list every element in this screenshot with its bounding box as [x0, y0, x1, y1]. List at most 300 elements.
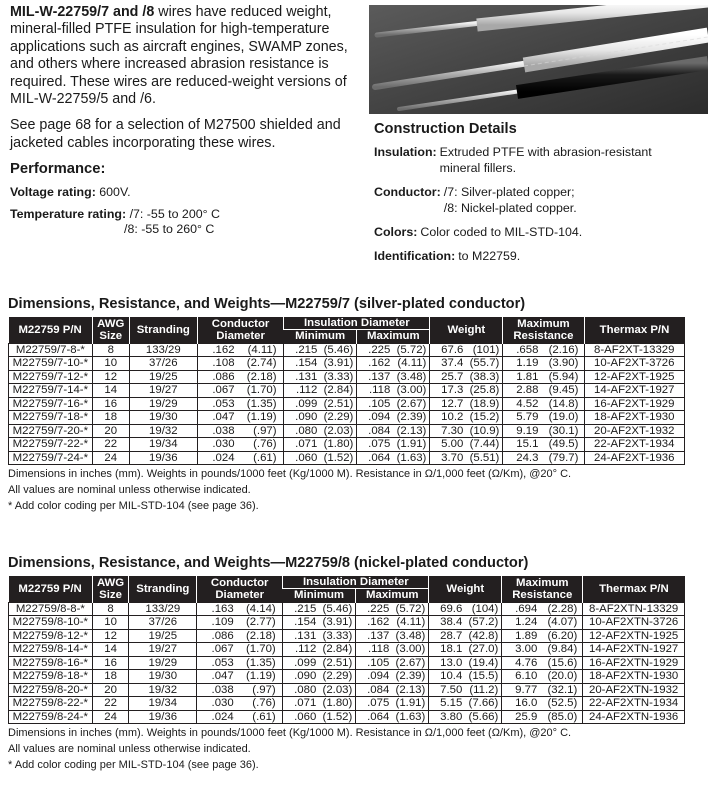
- cell-part-number: M22759/8-22-*: [9, 697, 93, 711]
- temperature-line-2: /8: -55 to 260° C: [124, 221, 215, 236]
- cell-insulation-minimum-value: .154: [295, 357, 318, 370]
- cell-thermax-pn: 24-AF2XTN-1936: [583, 710, 685, 724]
- cell-weight-metric: (25.8): [469, 384, 500, 397]
- cell-thermax-pn: 10-AF2XT-3726: [584, 357, 685, 371]
- cell-conductor-diameter-metric: (2.18): [246, 370, 277, 383]
- cell-resistance: [502, 710, 583, 724]
- cell-conductor-diameter-metric: (2.77): [245, 616, 276, 629]
- wire-illustration: [369, 5, 708, 114]
- cell-stranding: 133/29: [129, 343, 197, 357]
- cell-resistance: [503, 357, 584, 371]
- table-row: [9, 424, 685, 438]
- colors-label: Colors:: [374, 225, 418, 240]
- cell-conductor-diameter-value: .109: [211, 616, 234, 629]
- cell-weight-value: 7.50: [440, 683, 463, 696]
- cell-resistance: [502, 670, 583, 684]
- cell-insulation-minimum: [283, 616, 356, 630]
- cell-weight: [429, 670, 502, 684]
- cell-resistance-metric: (9.45): [548, 384, 579, 397]
- cell-insulation-maximum-value: .064: [368, 451, 391, 464]
- cell-insulation-minimum: [284, 384, 357, 398]
- cell-insulation-maximum: [356, 616, 429, 630]
- cell-resistance: [503, 397, 584, 411]
- insulation-value: Extruded PTFE with abrasion-resistant mineral fillers.: [439, 145, 652, 175]
- cell-resistance-value: 25.9: [515, 710, 538, 723]
- cell-insulation-maximum: [356, 683, 429, 697]
- table-row: [9, 438, 685, 452]
- intro-lead: MIL-W-22759/7 and /8: [10, 4, 155, 20]
- cell-resistance-metric: (14.8): [548, 397, 579, 410]
- cell-resistance: [502, 683, 583, 697]
- cell-conductor-diameter-value: .038: [212, 424, 235, 437]
- cell-insulation-maximum: [356, 643, 429, 657]
- intro-column: [10, 4, 355, 237]
- construction-identification: [374, 249, 719, 264]
- cell-part-number: M22759/7-14-*: [9, 384, 93, 398]
- cell-awg-size: 20: [92, 424, 129, 438]
- cell-weight: [429, 616, 502, 630]
- cell-insulation-minimum: [284, 397, 357, 411]
- cell-resistance-value: 2.88: [516, 384, 539, 397]
- cell-part-number: M22759/7-22-*: [9, 438, 93, 452]
- cell-insulation-minimum-value: .215: [294, 602, 317, 615]
- cell-weight-metric: (11.2): [469, 683, 499, 696]
- cell-resistance: [503, 424, 584, 438]
- cell-conductor-diameter-metric: (.76): [252, 697, 276, 710]
- cell-conductor-diameter: [197, 670, 283, 684]
- cell-stranding: 19/36: [129, 451, 197, 465]
- cell-insulation-minimum-metric: (2.29): [323, 411, 354, 424]
- cell-insulation-minimum: [284, 411, 357, 425]
- cell-insulation-minimum-metric: (1.52): [322, 710, 353, 723]
- cell-resistance: [502, 697, 583, 711]
- cell-insulation-maximum-metric: (1.91): [395, 697, 426, 710]
- cell-resistance-value: 15.1: [516, 438, 539, 451]
- cell-insulation-maximum-value: .137: [368, 370, 391, 383]
- cell-insulation-maximum-metric: (2.39): [396, 411, 427, 424]
- cell-resistance-value: 4.76: [515, 656, 538, 669]
- cell-stranding: 19/34: [129, 697, 197, 711]
- cell-resistance-metric: (2.28): [547, 602, 578, 615]
- cell-insulation-minimum-metric: (2.29): [322, 670, 353, 683]
- cell-insulation-minimum-metric: (3.91): [322, 616, 353, 629]
- cell-conductor-diameter: [197, 616, 283, 630]
- cell-conductor-diameter: [197, 451, 284, 465]
- table-7-note: * Add color coding per MIL-STD-104 (see page 36).: [8, 499, 259, 512]
- cell-thermax-pn: 8-AF2XTN-13329: [583, 602, 685, 616]
- cell-conductor-diameter-metric: (2.74): [246, 357, 277, 370]
- cell-weight: [430, 370, 503, 384]
- cell-weight-metric: (5.51): [469, 451, 500, 464]
- cell-conductor-diameter-value: .053: [212, 397, 235, 410]
- header-stranding: Stranding: [129, 317, 197, 343]
- cell-insulation-minimum-value: .080: [295, 424, 318, 437]
- cell-insulation-maximum: [357, 343, 430, 357]
- cell-insulation-minimum-value: .131: [295, 370, 318, 383]
- cell-resistance-metric: (52.5): [547, 697, 578, 710]
- cell-conductor-diameter-value: .047: [211, 670, 234, 683]
- table-8: [8, 576, 685, 724]
- cell-awg-size: 8: [92, 343, 129, 357]
- cell-awg-size: 14: [92, 384, 129, 398]
- cell-insulation-maximum: [356, 710, 429, 724]
- cell-insulation-minimum-value: .080: [294, 683, 317, 696]
- cell-insulation-maximum-value: .075: [368, 438, 391, 451]
- cell-thermax-pn: 24-AF2XT-1936: [584, 451, 685, 465]
- cell-conductor-diameter-metric: (.61): [253, 451, 277, 464]
- cell-resistance-value: 16.0: [515, 697, 538, 710]
- cell-insulation-minimum-value: .090: [295, 411, 318, 424]
- table-row: [9, 411, 685, 425]
- header-minimum: Minimum: [283, 589, 356, 602]
- cell-insulation-minimum: [284, 424, 357, 438]
- cell-conductor-diameter: [197, 656, 283, 670]
- cell-insulation-minimum-value: .154: [294, 616, 317, 629]
- cell-insulation-minimum-value: .099: [294, 656, 317, 669]
- cell-awg-size: 24: [92, 710, 129, 724]
- table-8-title: Dimensions, Resistance, and Weights—M22759/8 (nickel-plated conductor): [8, 555, 529, 571]
- temperature-line-1: /7: -55 to 200° C: [126, 206, 220, 221]
- cell-thermax-pn: 22-AF2XTN-1934: [583, 697, 685, 711]
- cell-insulation-maximum-metric: (5.72): [396, 343, 427, 356]
- cell-insulation-maximum: [356, 697, 429, 711]
- cell-thermax-pn: 16-AF2XTN-1929: [583, 656, 685, 670]
- construction-colors: [374, 225, 719, 240]
- cell-insulation-minimum: [284, 451, 357, 465]
- cell-weight-metric: (18.9): [469, 397, 500, 410]
- cell-conductor-diameter: [197, 697, 283, 711]
- cell-resistance-metric: (9.84): [547, 643, 578, 656]
- cell-conductor-diameter-metric: (1.70): [245, 643, 276, 656]
- cell-stranding: 37/26: [129, 616, 197, 630]
- cell-resistance-metric: (19.0): [548, 411, 579, 424]
- cell-insulation-minimum-metric: (5.46): [323, 343, 354, 356]
- cell-insulation-maximum-value: .225: [368, 343, 391, 356]
- cell-insulation-minimum-metric: (2.84): [322, 643, 353, 656]
- cell-weight-value: 3.70: [441, 451, 464, 464]
- cell-weight-value: 5.00: [441, 438, 464, 451]
- cell-insulation-minimum-metric: (1.80): [322, 697, 353, 710]
- cell-resistance-value: 9.77: [515, 683, 538, 696]
- cell-conductor-diameter: [197, 411, 284, 425]
- cell-thermax-pn: 12-AF2XT-1925: [584, 370, 685, 384]
- temperature-rating: [10, 207, 355, 237]
- header-weight: Weight: [430, 317, 503, 343]
- cell-weight-value: 13.0: [440, 656, 463, 669]
- cell-resistance-metric: (15.6): [547, 656, 578, 669]
- cell-resistance-metric: (2.16): [548, 343, 579, 356]
- header-pn: M22759 P/N: [9, 317, 93, 343]
- voltage-label: Voltage rating:: [10, 184, 96, 199]
- cell-weight: [429, 683, 502, 697]
- cell-insulation-minimum-value: .060: [295, 451, 318, 464]
- cell-insulation-maximum-metric: (3.48): [395, 629, 426, 642]
- cell-conductor-diameter-value: .086: [212, 370, 235, 383]
- cell-insulation-minimum-metric: (1.80): [323, 438, 354, 451]
- cell-insulation-minimum: [283, 602, 356, 616]
- cell-resistance-value: 6.10: [515, 670, 538, 683]
- cell-insulation-maximum-value: .162: [367, 616, 390, 629]
- table-8-note: * Add color coding per MIL-STD-104 (see page 36).: [8, 758, 259, 771]
- cell-insulation-minimum-metric: (5.46): [322, 602, 353, 615]
- cell-conductor-diameter-value: .067: [212, 384, 235, 397]
- cell-part-number: M22759/8-12-*: [9, 629, 93, 643]
- cell-insulation-minimum: [283, 710, 356, 724]
- conductor-label: Conductor:: [374, 185, 441, 200]
- cell-resistance: [503, 438, 584, 452]
- cell-conductor-diameter-metric: (2.18): [245, 629, 276, 642]
- cell-weight: [429, 710, 502, 724]
- cell-resistance-value: 5.79: [516, 411, 539, 424]
- cell-insulation-maximum: [356, 670, 429, 684]
- table-row: [9, 451, 685, 465]
- cell-conductor-diameter-value: .030: [212, 438, 235, 451]
- cell-conductor-diameter: [197, 629, 283, 643]
- cell-awg-size: 16: [92, 397, 129, 411]
- construction-details: [374, 122, 719, 274]
- cell-part-number: M22759/7-8-*: [9, 343, 93, 357]
- cell-insulation-minimum-value: .071: [294, 697, 317, 710]
- cell-weight-value: 5.15: [440, 697, 463, 710]
- cell-thermax-pn: 18-AF2XT-1930: [584, 411, 685, 425]
- cell-weight-metric: (57.2): [468, 616, 499, 629]
- cell-insulation-maximum-metric: (2.13): [396, 424, 427, 437]
- cell-awg-size: 24: [92, 451, 129, 465]
- cell-resistance-metric: (4.07): [547, 616, 578, 629]
- table-7: [8, 317, 685, 465]
- cell-thermax-pn: 8-AF2XT-13329: [584, 343, 685, 357]
- cell-part-number: M22759/8-16-*: [9, 656, 93, 670]
- cell-weight-metric: (104): [471, 602, 499, 615]
- cell-resistance-metric: (49.5): [548, 438, 579, 451]
- cell-weight-value: 10.2: [441, 411, 464, 424]
- cell-weight-value: 37.4: [441, 357, 464, 370]
- cell-conductor-diameter-value: .108: [212, 357, 235, 370]
- temperature-label: Temperature rating:: [10, 206, 127, 221]
- cell-resistance-metric: (30.1): [548, 424, 579, 437]
- intro-cable-reference: See page 68 for a selection of M27500 shielded and jacketed cables incorporating these wires.: [10, 117, 341, 151]
- cell-weight-metric: (15.2): [469, 411, 500, 424]
- cell-insulation-minimum-value: .112: [296, 384, 318, 397]
- cell-insulation-minimum: [284, 357, 357, 371]
- cell-insulation-maximum-value: .084: [367, 683, 390, 696]
- cell-resistance-metric: (3.90): [548, 357, 579, 370]
- cell-conductor-diameter-metric: (.97): [253, 424, 277, 437]
- cell-weight-value: 12.7: [441, 397, 464, 410]
- cell-insulation-maximum: [357, 370, 430, 384]
- cell-part-number: M22759/7-20-*: [9, 424, 93, 438]
- cell-weight-metric: (7.44): [469, 438, 500, 451]
- cell-insulation-minimum-metric: (2.84): [323, 384, 354, 397]
- cell-weight-value: 17.3: [441, 384, 464, 397]
- table-row: [9, 602, 685, 616]
- cell-insulation-minimum: [283, 629, 356, 643]
- cell-conductor-diameter-value: .086: [211, 629, 234, 642]
- table-7-note: All values are nominal unless otherwise indicated.: [8, 484, 251, 497]
- cell-weight-value: 69.6: [440, 602, 463, 615]
- cell-part-number: M22759/8-20-*: [9, 683, 93, 697]
- cell-weight-metric: (5.66): [468, 710, 499, 723]
- cell-insulation-maximum-value: .084: [368, 424, 391, 437]
- cell-insulation-minimum: [283, 683, 356, 697]
- cell-weight: [429, 697, 502, 711]
- cell-awg-size: 8: [92, 602, 129, 616]
- cell-conductor-diameter-metric: (.76): [253, 438, 277, 451]
- cell-insulation-maximum: [357, 451, 430, 465]
- cell-resistance-value: .694: [515, 602, 538, 615]
- cell-resistance-metric: (20.0): [547, 670, 578, 683]
- cell-resistance-value: 1.19: [516, 357, 539, 370]
- table-row: [9, 629, 685, 643]
- cell-resistance-value: 1.89: [515, 629, 538, 642]
- cell-weight-value: 3.80: [440, 710, 463, 723]
- header-weight: Weight: [429, 576, 502, 602]
- cell-resistance-value: 4.52: [516, 397, 539, 410]
- header-conductor-diameter: Conductor Diameter: [197, 317, 284, 343]
- cell-insulation-minimum-value: .090: [294, 670, 317, 683]
- colors-value: Color coded to MIL-STD-104.: [420, 225, 583, 240]
- cell-weight-metric: (15.5): [468, 670, 499, 683]
- cell-weight-value: 67.6: [441, 343, 464, 356]
- cell-part-number: M22759/8-14-*: [9, 643, 93, 657]
- cell-resistance: [502, 656, 583, 670]
- cell-conductor-diameter-metric: (1.19): [245, 670, 276, 683]
- cell-insulation-minimum-metric: (2.51): [323, 397, 354, 410]
- insulation-label: Insulation:: [374, 145, 437, 160]
- header-stranding: Stranding: [129, 576, 197, 602]
- table-7-notes: [8, 467, 698, 514]
- cell-insulation-minimum: [283, 643, 356, 657]
- cell-resistance-metric: (5.94): [548, 370, 579, 383]
- cell-conductor-diameter-value: .163: [211, 602, 234, 615]
- cell-part-number: M22759/7-18-*: [9, 411, 93, 425]
- cell-weight-metric: (19.4): [468, 656, 499, 669]
- cell-weight: [430, 357, 503, 371]
- identification-label: Identification:: [374, 249, 456, 264]
- cell-weight-value: 25.7: [441, 370, 464, 383]
- identification-value: to M22759.: [458, 249, 521, 264]
- cell-stranding: 133/29: [129, 602, 197, 616]
- cell-thermax-pn: 16-AF2XT-1929: [584, 397, 685, 411]
- cell-stranding: 19/32: [129, 424, 197, 438]
- cell-conductor-diameter: [197, 357, 284, 371]
- cell-awg-size: 10: [92, 357, 129, 371]
- cell-stranding: 19/30: [129, 411, 197, 425]
- cell-resistance-value: 1.81: [516, 370, 539, 383]
- cell-resistance-metric: (79.7): [548, 451, 579, 464]
- cell-resistance: [502, 643, 583, 657]
- cell-insulation-minimum-value: .131: [294, 629, 317, 642]
- cell-weight-metric: (27.0): [468, 643, 499, 656]
- table-section-8: [8, 555, 698, 774]
- cell-awg-size: 18: [92, 670, 129, 684]
- cell-conductor-diameter-metric: (1.35): [246, 397, 277, 410]
- voltage-rating: [10, 184, 355, 200]
- cell-conductor-diameter-value: .038: [211, 683, 234, 696]
- cell-insulation-maximum-value: .162: [368, 357, 391, 370]
- cell-awg-size: 10: [92, 616, 129, 630]
- header-awg: AWG Size: [92, 317, 129, 343]
- header-resistance: Maximum Resistance: [503, 317, 584, 343]
- cell-insulation-minimum-value: .060: [294, 710, 317, 723]
- cell-insulation-maximum-metric: (2.67): [396, 397, 427, 410]
- cell-conductor-diameter-metric: (.97): [252, 683, 276, 696]
- header-insulation-diameter: Insulation Diameter: [283, 576, 429, 589]
- cell-insulation-minimum: [283, 656, 356, 670]
- conductor-line-1: /7: Silver-plated copper;: [443, 185, 575, 200]
- cell-conductor-diameter-metric: (1.70): [246, 384, 277, 397]
- table-row: [9, 643, 685, 657]
- cell-stranding: 19/32: [129, 683, 197, 697]
- voltage-value: 600V.: [95, 184, 131, 199]
- cell-insulation-minimum-value: .071: [295, 438, 318, 451]
- cell-conductor-diameter: [197, 370, 284, 384]
- cell-resistance-metric: (6.20): [547, 629, 578, 642]
- cell-insulation-minimum: [283, 697, 356, 711]
- cell-awg-size: 16: [92, 656, 129, 670]
- cell-insulation-minimum-metric: (3.91): [323, 357, 354, 370]
- cell-thermax-pn: 18-AF2XTN-1930: [583, 670, 685, 684]
- wire-photo: [369, 5, 708, 114]
- header-conductor-diameter: Conductor Diameter: [197, 576, 283, 602]
- cell-conductor-diameter-metric: (4.14): [245, 602, 276, 615]
- cell-resistance: [502, 616, 583, 630]
- cell-part-number: M22759/7-24-*: [9, 451, 93, 465]
- cell-conductor-diameter-metric: (1.35): [245, 656, 276, 669]
- header-insulation-diameter: Insulation Diameter: [284, 317, 430, 330]
- cell-weight-metric: (7.66): [468, 697, 499, 710]
- cell-conductor-diameter: [197, 343, 284, 357]
- cell-insulation-maximum-value: .064: [367, 710, 390, 723]
- cell-stranding: 19/25: [129, 370, 197, 384]
- cell-conductor-diameter-value: .030: [211, 697, 234, 710]
- cell-insulation-maximum-metric: (1.63): [395, 710, 426, 723]
- cell-conductor-diameter-value: .053: [211, 656, 234, 669]
- cell-weight-value: 10.4: [440, 670, 463, 683]
- cell-insulation-maximum-value: .094: [368, 411, 391, 424]
- table-row: [9, 343, 685, 357]
- cell-insulation-maximum-metric: (4.11): [397, 357, 427, 370]
- cell-insulation-maximum-value: .225: [367, 602, 390, 615]
- cell-thermax-pn: 14-AF2XTN-1927: [583, 643, 685, 657]
- header-maximum: Maximum: [357, 330, 430, 343]
- cell-insulation-minimum-metric: (2.51): [322, 656, 353, 669]
- cell-part-number: M22759/8-24-*: [9, 710, 93, 724]
- cell-insulation-minimum: [284, 370, 357, 384]
- header-pn: M22759 P/N: [9, 576, 93, 602]
- cell-insulation-maximum: [356, 656, 429, 670]
- cell-weight: [429, 629, 502, 643]
- performance-title: Performance:: [10, 161, 106, 178]
- cell-insulation-maximum: [357, 357, 430, 371]
- cell-resistance-metric: (32.1): [547, 683, 578, 696]
- table-8-body: [9, 602, 685, 724]
- cell-conductor-diameter: [197, 384, 284, 398]
- cell-insulation-maximum-value: .105: [368, 397, 391, 410]
- cell-resistance-value: 24.3: [516, 451, 539, 464]
- cell-weight: [429, 656, 502, 670]
- cell-thermax-pn: 12-AF2XTN-1925: [583, 629, 685, 643]
- cell-insulation-maximum-metric: (2.39): [395, 670, 426, 683]
- cell-thermax-pn: 14-AF2XT-1927: [584, 384, 685, 398]
- cell-insulation-minimum-metric: (3.33): [322, 629, 353, 642]
- cell-insulation-minimum-metric: (3.33): [323, 370, 354, 383]
- cell-conductor-diameter: [197, 683, 283, 697]
- cell-resistance-metric: (85.0): [547, 710, 578, 723]
- intro-paragraph: [10, 4, 355, 108]
- cell-insulation-minimum: [284, 438, 357, 452]
- cell-insulation-maximum: [357, 397, 430, 411]
